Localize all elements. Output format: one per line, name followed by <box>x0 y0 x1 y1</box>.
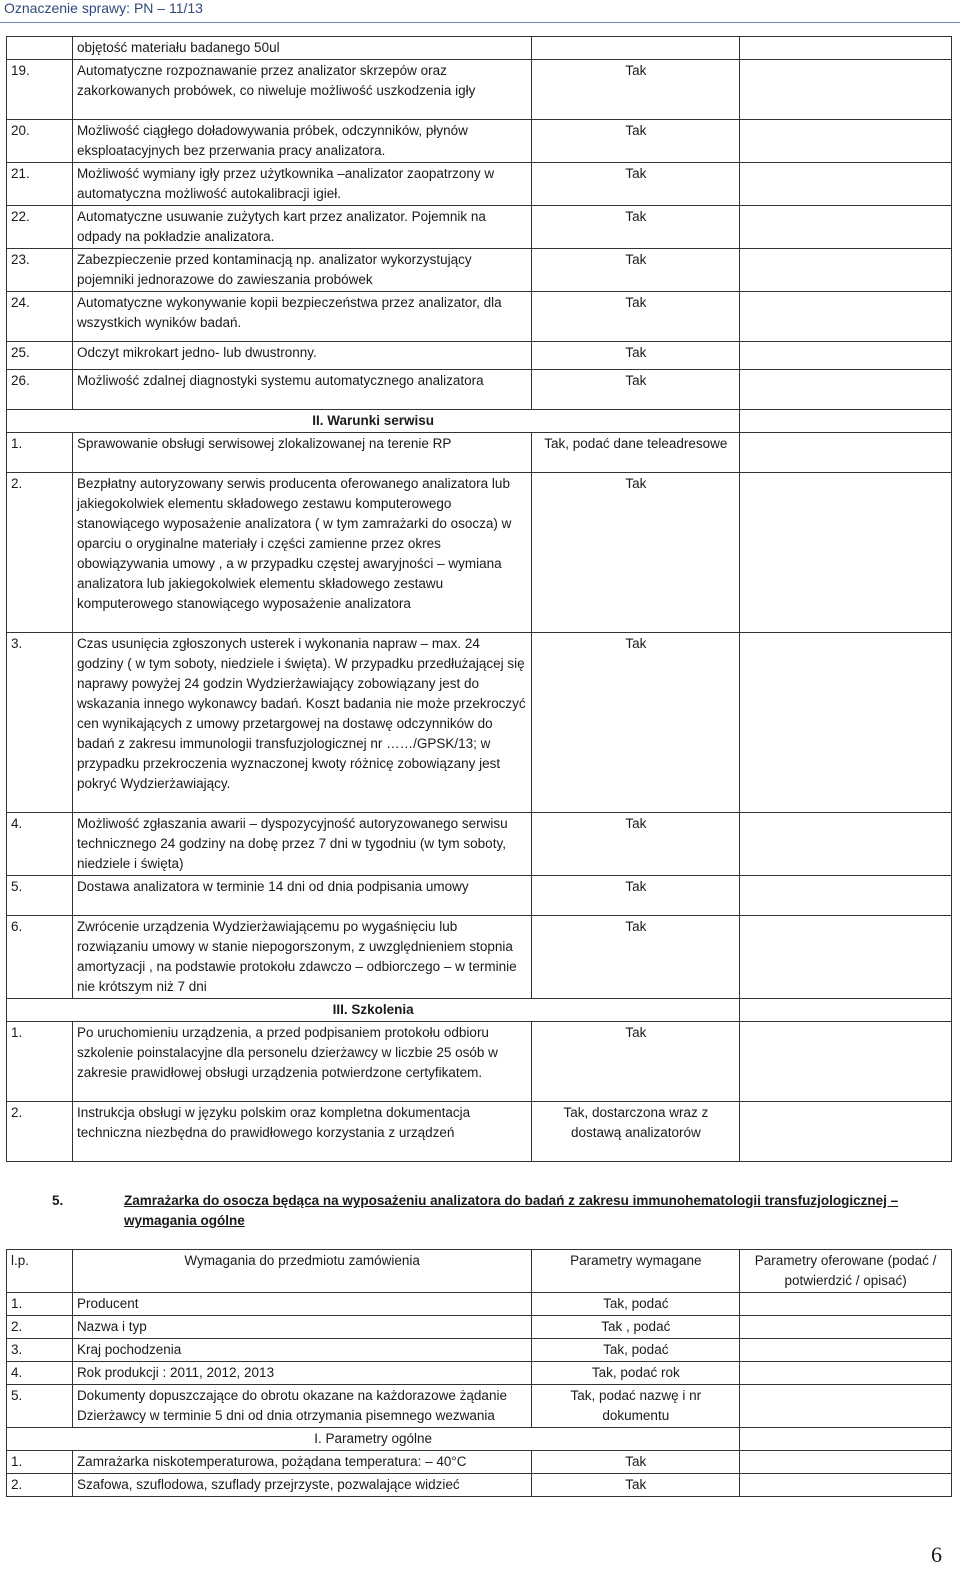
section-general-parameters-empty <box>740 1428 952 1451</box>
row-requirement: Nazwa i typ <box>72 1316 531 1339</box>
section-trainings <box>7 999 952 1022</box>
row-offered-value <box>740 916 952 999</box>
table-row <box>7 342 952 370</box>
table-row <box>7 1474 952 1497</box>
row-offered-value <box>740 292 952 342</box>
row-number: 3. <box>7 633 73 813</box>
row-required-value: Tak <box>532 120 740 163</box>
document-header: Oznaczenie sprawy: PN – 11/13 <box>4 0 203 16</box>
table-row <box>7 1451 952 1474</box>
table-row <box>7 163 952 206</box>
row-requirement: Odczyt mikrokart jedno- lub dwustronny. <box>72 342 532 370</box>
row-number: 26. <box>7 370 73 410</box>
row-number: 22. <box>7 206 73 249</box>
table-row <box>7 120 952 163</box>
row-required-value: Tak <box>532 473 740 633</box>
table-row <box>7 1293 952 1316</box>
row-offered-value <box>740 1474 952 1497</box>
section-service-conditions-label: II. Warunki serwisu <box>7 410 740 433</box>
row-offered-value <box>740 37 952 60</box>
row-number: 23. <box>7 249 73 292</box>
row-offered-value <box>740 1339 952 1362</box>
row-required-value: Tak, podać rok <box>532 1362 740 1385</box>
row-number: 4. <box>7 813 73 876</box>
row-number <box>7 37 73 60</box>
section-trainings-label: III. Szkolenia <box>7 999 740 1022</box>
row-required-value: Tak <box>532 876 740 916</box>
row-required-value: Tak <box>532 916 740 999</box>
header-divider <box>0 22 960 23</box>
column-header: Wymagania do przedmiotu zamówienia <box>72 1250 531 1293</box>
row-required-value: Tak <box>532 60 740 120</box>
section-general-parameters <box>7 1428 952 1451</box>
row-offered-value <box>740 206 952 249</box>
row-offered-value <box>740 120 952 163</box>
row-required-value: Tak, podać <box>532 1339 740 1362</box>
section-trainings-empty <box>740 999 952 1022</box>
row-required-value: Tak <box>532 1022 740 1102</box>
row-required-value <box>532 37 740 60</box>
section-service-conditions <box>7 410 952 433</box>
table-row <box>7 1362 952 1385</box>
section-general-parameters-label: I. Parametry ogólne <box>7 1428 740 1451</box>
table-row <box>7 876 952 916</box>
freezer-requirements-table <box>6 1249 952 1497</box>
row-required-value: Tak, podać dane teleadresowe <box>532 433 740 473</box>
section-5-title: Zamrażarka do osocza będąca na wyposażeniu analizatora do badań z zakresu immunohematologii transfuzjologicznej – wymagania ogólne <box>124 1193 899 1228</box>
row-required-value: Tak <box>532 633 740 813</box>
table-row <box>7 916 952 999</box>
row-required-value: Tak, podać <box>532 1293 740 1316</box>
table-row <box>7 206 952 249</box>
row-number: 25. <box>7 342 73 370</box>
page-number: 6 <box>931 1542 942 1567</box>
row-offered-value <box>740 433 952 473</box>
column-header: l.p. <box>7 1250 73 1293</box>
section-service-conditions-empty <box>740 410 952 433</box>
row-requirement: Dokumenty dopuszczające do obrotu okazane na każdorazowe żądanie Dzierżawcy w terminie 5 dni od dnia otrzymania pisemnego wezwania <box>72 1385 531 1428</box>
table-row <box>7 60 952 120</box>
row-requirement: Bezpłatny autoryzowany serwis producenta oferowanego analizatora lub jakiegokolwiek elementu składowego zestawu komputerowego stanowiącego wyposażenie analizatora ( w tym zamrażarki do osocza) w oparciu o oryginalne materiały i części zamienne przez okres obowiązywania umowy , a w przypadku częstej awaryjności – wymiana analizatora lub jakiegokolwiek elementu składowego zestawu komputerowego stanowiącego wyposażenie analizatora <box>72 473 532 633</box>
table-row <box>7 249 952 292</box>
row-requirement: Zabezpieczenie przed kontaminacją np. analizator wykorzystujący pojemniki jednorazowe do zawieszania probówek <box>72 249 532 292</box>
table-row <box>7 813 952 876</box>
row-requirement: Zwrócenie urządzenia Wydzierżawiającemu po wygaśnięciu lub rozwiązaniu umowy w stanie niepogorszonym, z uwzględnieniem stopnia amortyzacji , na podstawie protokołu zdawczo – odbiorczego – w terminie nie krótszym niż 7 dni <box>72 916 532 999</box>
row-offered-value <box>740 633 952 813</box>
row-required-value: Tak, podać nazwę i nr dokumentu <box>532 1385 740 1428</box>
table-row <box>7 1339 952 1362</box>
row-number: 2. <box>7 1102 73 1162</box>
row-number: 21. <box>7 163 73 206</box>
table-row <box>7 633 952 813</box>
row-number: 1. <box>7 433 73 473</box>
row-number: 6. <box>7 916 73 999</box>
table-row <box>7 37 952 60</box>
row-requirement: Kraj pochodzenia <box>72 1339 531 1362</box>
row-requirement: objętość materiału badanego 50ul <box>72 37 532 60</box>
row-offered-value <box>740 1293 952 1316</box>
row-offered-value <box>740 1022 952 1102</box>
row-offered-value <box>740 473 952 633</box>
table-row <box>7 292 952 342</box>
row-requirement: Możliwość ciągłego doładowywania próbek, odczynników, płynów eksploatacyjnych bez przerwania pracy analizatora. <box>72 120 532 163</box>
row-offered-value <box>740 60 952 120</box>
row-number: 2. <box>7 1316 73 1339</box>
row-number: 5. <box>7 876 73 916</box>
row-required-value: Tak , podać <box>532 1316 740 1339</box>
row-offered-value <box>740 163 952 206</box>
table-header-row <box>7 1250 952 1293</box>
row-required-value: Tak <box>532 292 740 342</box>
column-header: Parametry wymagane <box>532 1250 740 1293</box>
row-offered-value <box>740 370 952 410</box>
row-requirement: Dostawa analizatora w terminie 14 dni od dnia podpisania umowy <box>72 876 532 916</box>
row-requirement: Producent <box>72 1293 531 1316</box>
table-row <box>7 370 952 410</box>
requirements-table <box>6 36 952 1162</box>
row-requirement: Czas usunięcia zgłoszonych usterek i wykonania napraw – max. 24 godziny ( w tym soboty, niedziele i święta). W przypadku przedłużającej się naprawy powyżej 24 godzin Wydzierżawiający zobowiązany jest do wskazania innego wykonawcy badań. Koszt badania nie może przekroczyć cen wynikających z umowy przetargowej na dostawę odczynników do badań z zakresu immunologii transfuzjologicznej nr ……/GPSK/13; w przypadku przekroczenia wyznaczonej kwoty różnicę zobowiązany jest pokryć Wydzierżawiający. <box>72 633 532 813</box>
row-number: 1. <box>7 1022 73 1102</box>
row-requirement: Możliwość wymiany igły przez użytkownika –analizator zaopatrzony w automatyczna możliwość autokalibracji igieł. <box>72 163 532 206</box>
row-requirement: Możliwość zgłaszania awarii – dyspozycyjność autoryzowanego serwisu technicznego 24 godziny na dobę przez 7 dni w tygodniu (w tym soboty, niedziele i święta) <box>72 813 532 876</box>
row-requirement: Instrukcja obsługi w języku polskim oraz kompletna dokumentacja techniczna niezbędna do prawidłowego korzystania z urządzeń <box>72 1102 532 1162</box>
row-offered-value <box>740 1316 952 1339</box>
row-requirement: Szafowa, szuflodowa, szuflady przejrzyste, pozwalające widzieć <box>72 1474 531 1497</box>
table-row <box>7 1022 952 1102</box>
row-offered-value <box>740 249 952 292</box>
row-requirement: Po uruchomieniu urządzenia, a przed podpisaniem protokołu odbioru szkolenie poinstalacyjne dla personelu dzierżawcy w liczbie 25 osób w zakresie prawidłowej obsługi urządzenia potwierdzone certyfikatem. <box>72 1022 532 1102</box>
row-required-value: Tak <box>532 813 740 876</box>
table-row <box>7 433 952 473</box>
row-offered-value <box>740 1451 952 1474</box>
row-offered-value <box>740 813 952 876</box>
row-required-value: Tak <box>532 249 740 292</box>
row-requirement: Automatyczne rozpoznawanie przez analizator skrzepów oraz zakorkowanych probówek, co niweluje możliwość uszkodzenia igły <box>72 60 532 120</box>
row-required-value: Tak <box>532 206 740 249</box>
row-offered-value <box>740 1102 952 1162</box>
row-number: 2. <box>7 1474 73 1497</box>
row-required-value: Tak <box>532 342 740 370</box>
row-required-value: Tak <box>532 163 740 206</box>
row-offered-value <box>740 876 952 916</box>
row-offered-value <box>740 1385 952 1428</box>
row-number: 2. <box>7 473 73 633</box>
row-number: 4. <box>7 1362 73 1385</box>
row-offered-value <box>740 1362 952 1385</box>
row-number: 1. <box>7 1293 73 1316</box>
row-requirement: Możliwość zdalnej diagnostyki systemu automatycznego analizatora <box>72 370 532 410</box>
row-number: 5. <box>7 1385 73 1428</box>
row-requirement: Rok produkcji : 2011, 2012, 2013 <box>72 1362 531 1385</box>
row-number: 24. <box>7 292 73 342</box>
row-required-value: Tak <box>532 1474 740 1497</box>
row-requirement: Sprawowanie obsługi serwisowej zlokalizowanej na terenie RP <box>72 433 532 473</box>
row-requirement: Automatyczne wykonywanie kopii bezpieczeństwa przez analizator, dla wszystkich wyników badań. <box>72 292 532 342</box>
row-requirement: Zamrażarka niskotemperaturowa, pożądana temperatura: – 40°C <box>72 1451 531 1474</box>
row-number: 3. <box>7 1339 73 1362</box>
row-required-value: Tak <box>532 370 740 410</box>
table-row <box>7 1316 952 1339</box>
section-5-number: 5. <box>52 1193 64 1208</box>
row-number: 20. <box>7 120 73 163</box>
row-number: 1. <box>7 1451 73 1474</box>
row-offered-value <box>740 342 952 370</box>
table-row <box>7 1102 952 1162</box>
table-row <box>7 1385 952 1428</box>
table-row <box>7 473 952 633</box>
row-required-value: Tak, dostarczona wraz z dostawą analizatorów <box>532 1102 740 1162</box>
row-required-value: Tak <box>532 1451 740 1474</box>
column-header: Parametry oferowane (podać / potwierdzić / opisać) <box>740 1250 952 1293</box>
row-requirement: Automatyczne usuwanie zużytych kart przez analizator. Pojemnik na odpady na pokładzie analizatora. <box>72 206 532 249</box>
row-number: 19. <box>7 60 73 120</box>
